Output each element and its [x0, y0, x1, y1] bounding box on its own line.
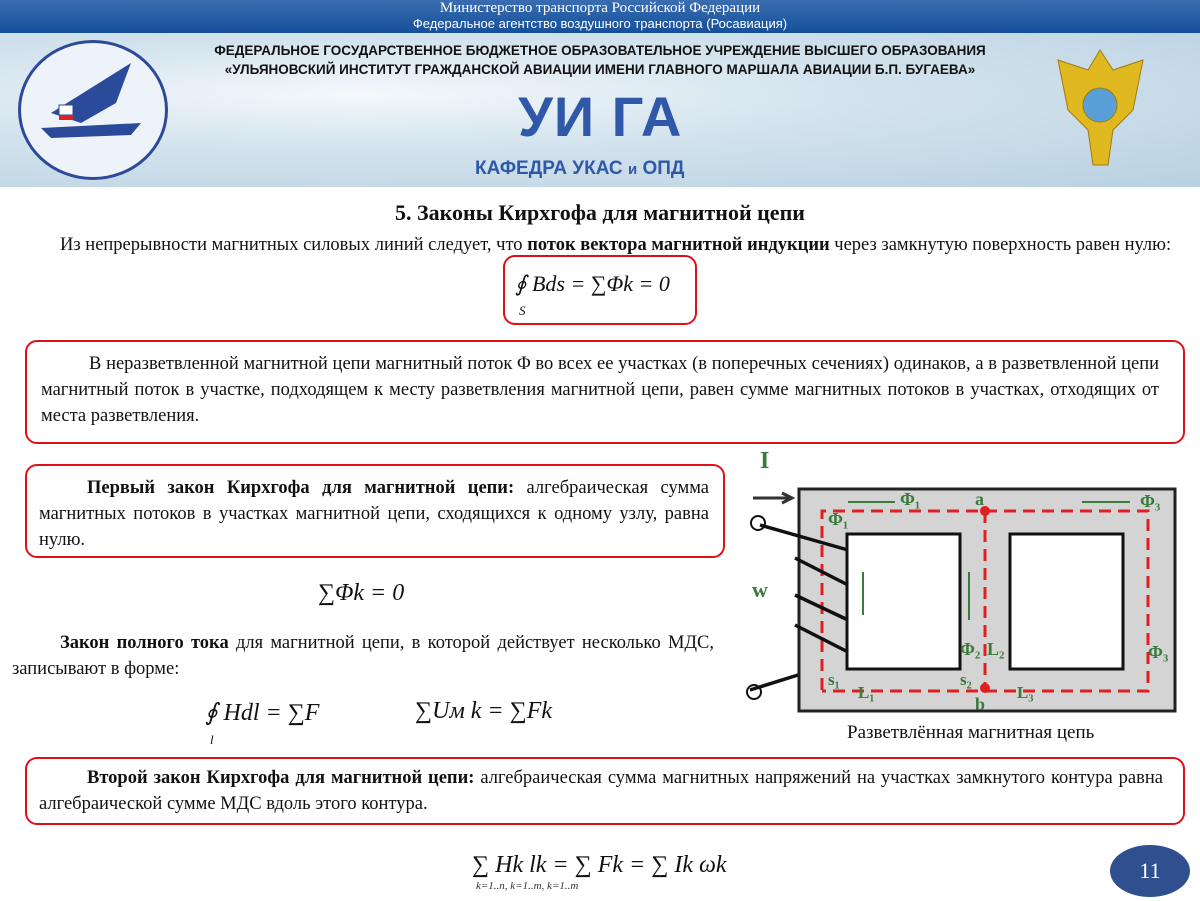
- L2-label: L₂: [987, 639, 1005, 659]
- node-a-label: a: [975, 489, 984, 509]
- phi2-label: Φ₂: [960, 639, 981, 659]
- phi3-top-label: Φ₃: [1140, 491, 1161, 511]
- node-b-label: b: [975, 694, 986, 714]
- first-law-title: Первый закон Кирхгофа для магнитной цепи:: [87, 478, 515, 498]
- branching-rule-box: [25, 340, 1185, 444]
- formula-gauss: ∮ Bds = ∑Φk = 0: [515, 271, 670, 296]
- s2-label: s₂: [960, 670, 972, 689]
- coat-of-arms-emblem: [1053, 40, 1148, 175]
- L1-label: L₁: [858, 683, 875, 702]
- institute-logo: [18, 40, 168, 180]
- ministry-text: Министерство транспорта Российской Федерации: [439, 0, 761, 16]
- turns-label: w: [752, 577, 768, 602]
- second-law-text: алгебраическая сумма магнитных напряжений на участках замкнутого контура равна алгебраической сумме МДС вдоль этого контура.: [39, 768, 1163, 814]
- branching-rule-text: В неразветвленной магнитной цепи магнитный поток Φ во всех ее участках (в поперечных сечениях) одинаков, а в разветвленной цепи магнитный поток в участке, подходящем к месту разветвления магнитной цепи, равен сумме магнитных потоков в участках, отходящих от места разветвления.: [41, 354, 1159, 426]
- first-law-box: [25, 464, 725, 558]
- dept-a: КАФЕДРА УКАС: [475, 158, 628, 179]
- formula-full-current-sub: l: [210, 732, 214, 747]
- diagram-caption: Разветвлённая магнитная цепь: [847, 722, 1095, 743]
- first-law-text: алгебраическая сумма магнитных потоков в участках магнитной цепи, сходящихся к одному узлу, равна нулю.: [39, 478, 709, 550]
- institute-line-2: «УЛЬЯНОВСКИЙ ИНСТИТУТ ГРАЖДАНСКОЙ АВИАЦИИ ИМЕНИ ГЛАВНОГО МАРШАЛА АВИАЦИИ Б.П. БУГАЕВА»: [224, 62, 976, 77]
- intro-b: через замкнутую поверхность равен нулю:: [829, 235, 1172, 255]
- phi1-left-label: Φ₁: [828, 509, 849, 529]
- department-name: [475, 158, 684, 180]
- intro-a: Из непрерывности магнитных силовых линий следует, что: [60, 235, 528, 255]
- formula-second-law-limits: k=1..n, k=1..m, k=1..m: [476, 880, 579, 892]
- intro-bold: поток вектора магнитной индукции: [527, 235, 830, 255]
- branched-magnetic-circuit-diagram: [740, 440, 1200, 750]
- formula-gauss-box: [503, 255, 697, 325]
- dept-and: и: [627, 161, 638, 178]
- formula-full-current: ∮ Hdl = ∑F: [205, 700, 320, 726]
- L3-label: L₃: [1017, 683, 1034, 702]
- formula-mds: ∑Uм k = ∑Fk: [415, 698, 553, 724]
- full-current-title: Закон полного тока: [60, 633, 229, 653]
- agency-text: Федеральное агентство воздушного транспорта (Росавиация): [412, 16, 788, 31]
- phi3-right-label: Φ₃: [1148, 642, 1169, 662]
- s1-label: s₁: [828, 670, 840, 689]
- formula-gauss-sub: S: [519, 303, 526, 318]
- formula-first-law: ∑Φk = 0: [318, 580, 405, 606]
- second-law-title: Второй закон Кирхгофа для магнитной цепи:: [87, 768, 475, 788]
- page-number: 11: [1110, 845, 1190, 897]
- institute-line-1: ФЕДЕРАЛЬНОЕ ГОСУДАРСТВЕННОЕ БЮДЖЕТНОЕ ОБРАЗОВАТЕЛЬНОЕ УЧРЕЖДЕНИЕ ВЫСШЕГО ОБРАЗОВАНИЯ: [214, 43, 986, 58]
- formula-second-law: ∑ Hk lk = ∑ Fk = ∑ Ik ωk: [472, 852, 727, 878]
- phi1-top-label: Φ₁: [900, 489, 921, 509]
- current-label: I: [760, 448, 770, 474]
- institute-short-name: УИ ГА: [518, 85, 683, 148]
- ministry-bar: [0, 0, 1200, 33]
- full-current-text: для магнитной цепи, в которой действует несколько МДС, записывают в форме:: [12, 633, 714, 679]
- slide-title: 5. Законы Кирхгофа для магнитной цепи: [395, 200, 805, 225]
- second-law-box: [25, 757, 1185, 825]
- full-current-paragraph: [12, 630, 714, 682]
- dept-b: ОПД: [637, 158, 685, 179]
